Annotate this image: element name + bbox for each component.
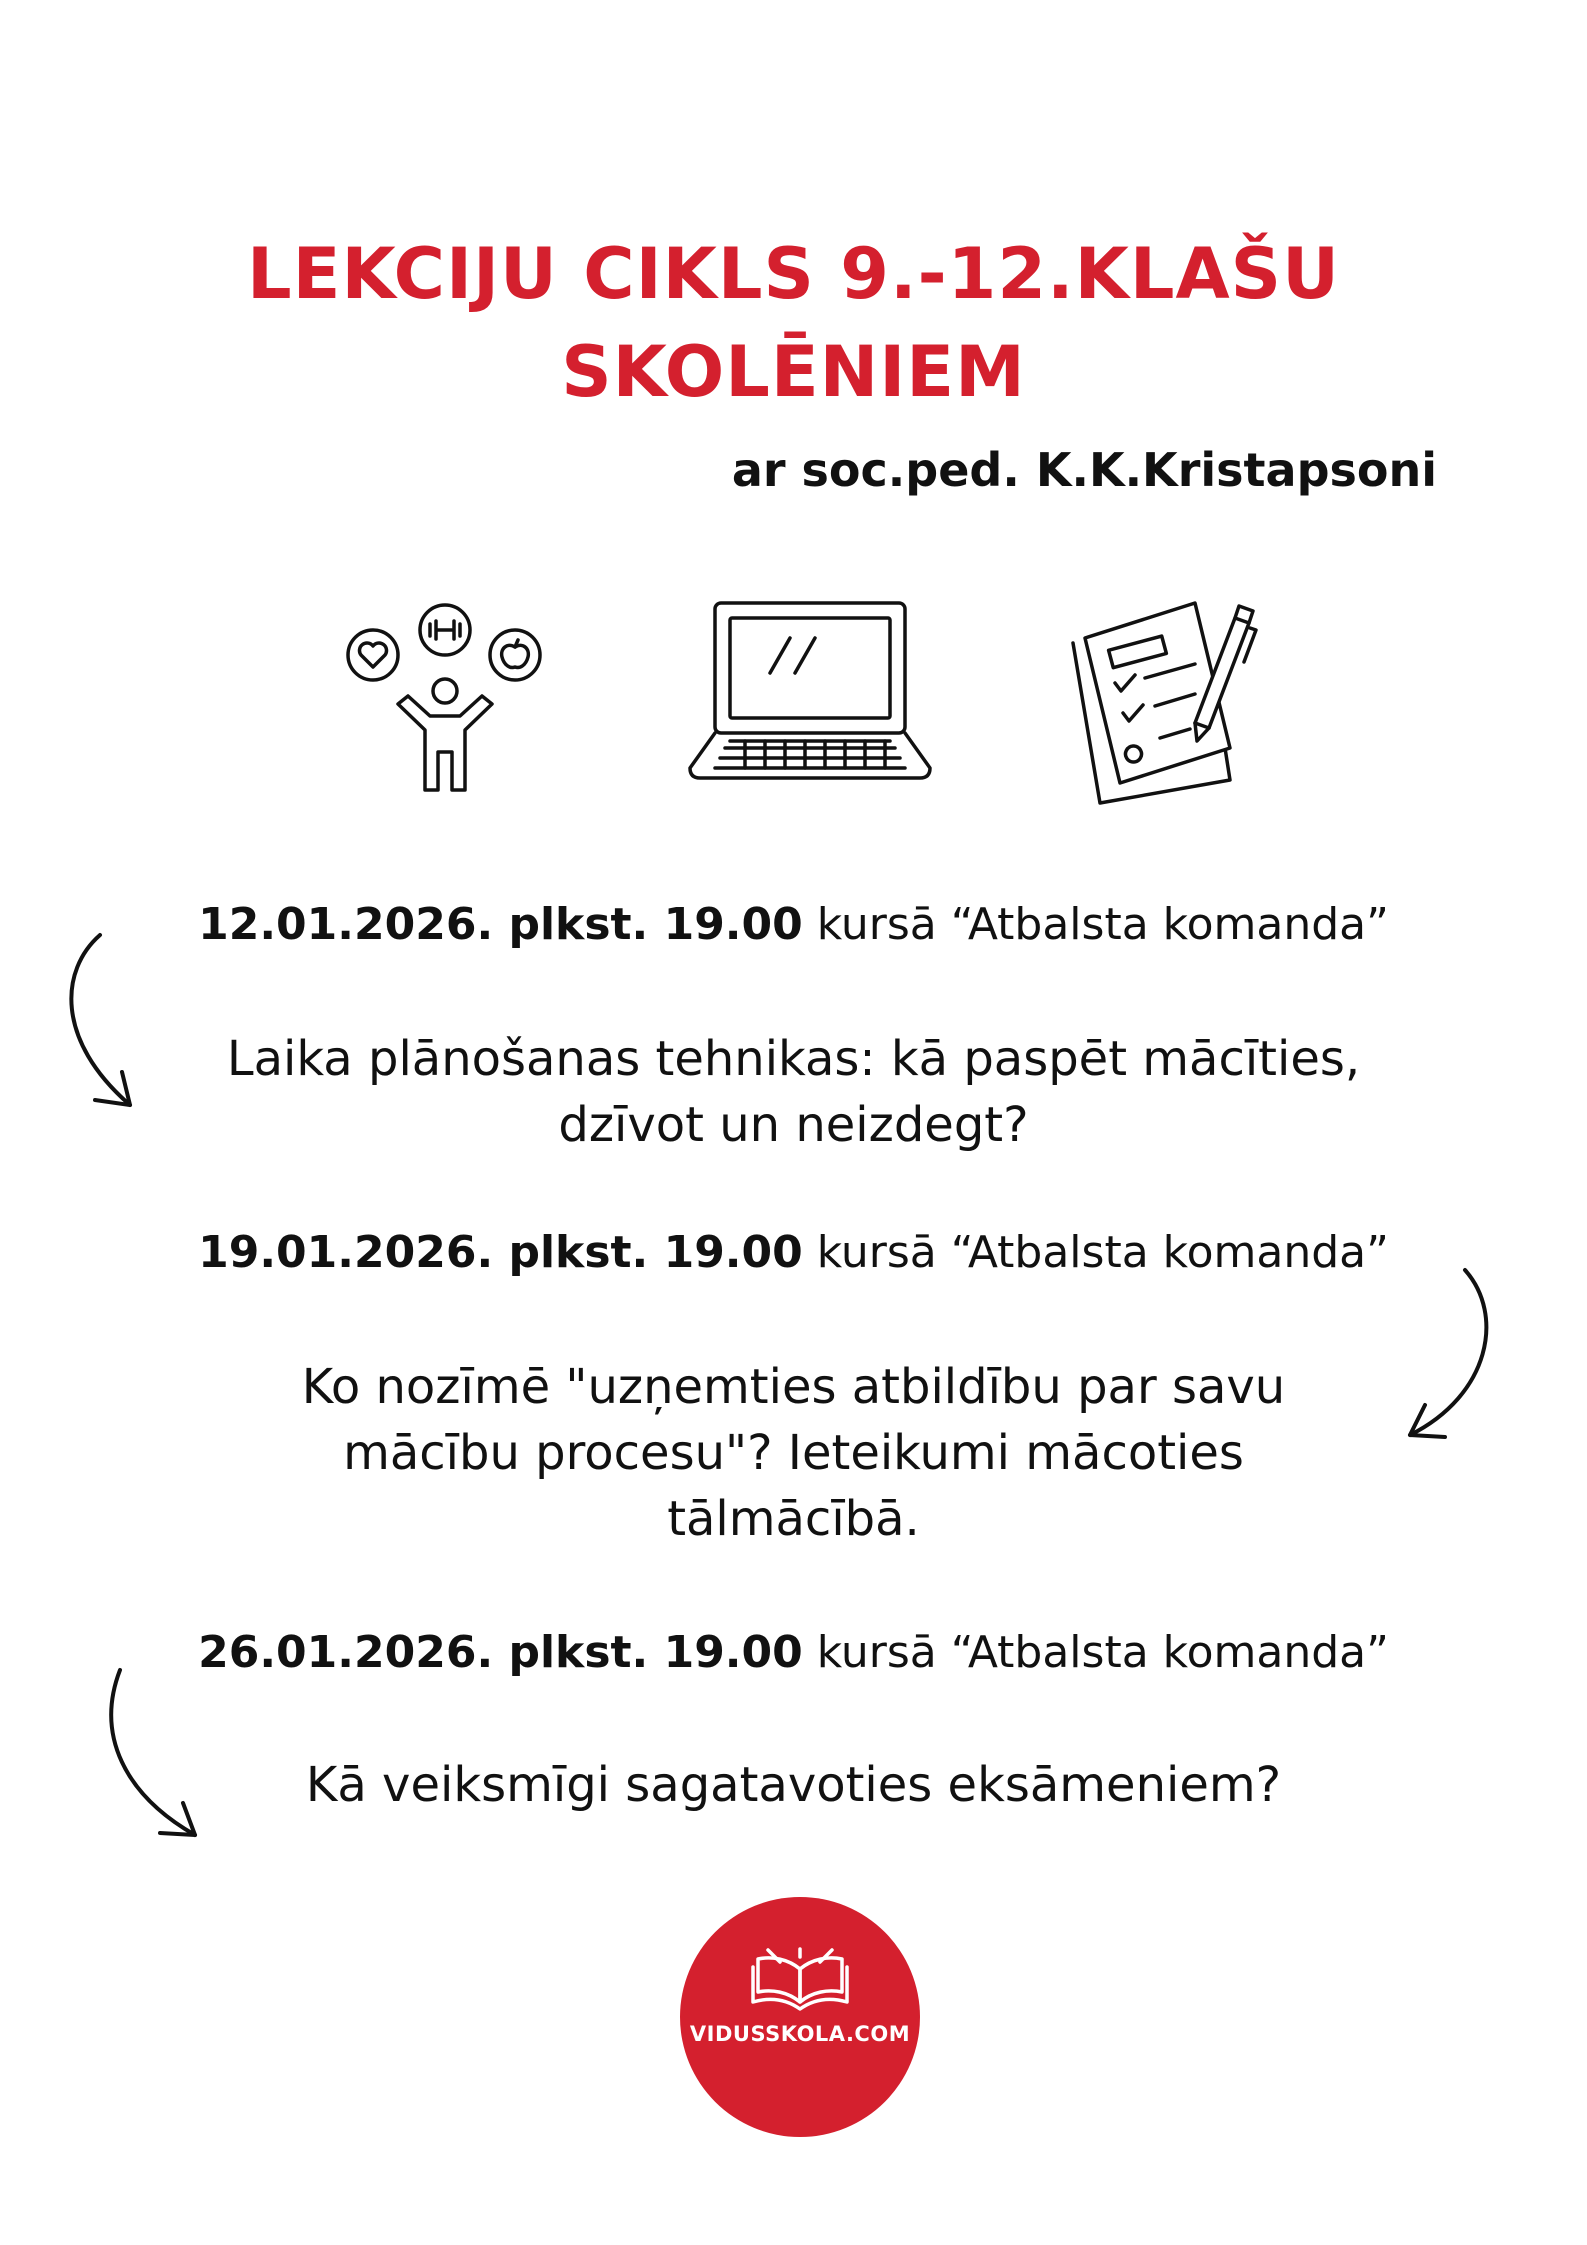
lecture-1-course: kursā “Atbalsta komanda” <box>802 899 1389 950</box>
logo-text: VIDUSSKOLA.COM <box>689 2022 911 2046</box>
lecture-3-course: kursā “Atbalsta komanda” <box>802 1627 1389 1678</box>
laptop-icon <box>685 598 935 788</box>
lecture-3-topic: Kā veiksmīgi sagatavoties eksāmeniem? <box>305 1757 1282 1813</box>
curved-arrow-icon <box>1395 1265 1505 1445</box>
lecture-2-header <box>0 1222 1587 1284</box>
lecture-2-date: 19.01.2026. plkst. 19.00 <box>198 1227 803 1278</box>
open-book-icon <box>750 1947 850 2012</box>
wellbeing-person-icon <box>340 600 570 800</box>
lecture-2-topic: Ko nozīmē "uzņemties atbildību par savu mācību procesu"? Ieteikumi mācoties tālmācībā. <box>301 1359 1286 1547</box>
lecture-1-header <box>0 894 1587 956</box>
subtitle: ar soc.ped. K.K.Kristapsoni <box>731 443 1437 497</box>
lecture-3-date: 26.01.2026. plkst. 19.00 <box>198 1627 803 1678</box>
lecture-1-date: 12.01.2026. plkst. 19.00 <box>198 899 803 950</box>
page-title <box>0 225 1587 421</box>
curved-arrow-icon <box>50 930 150 1120</box>
lecture-3-header <box>0 1622 1587 1684</box>
checklist-document-icon <box>1065 598 1275 808</box>
title-line-1: LEKCIJU CIKLS 9.-12.KLAŠU <box>247 233 1340 315</box>
vidusskola-logo[interactable] <box>680 1897 920 2137</box>
title-line-2: SKOLĒNIEM <box>561 331 1026 413</box>
lecture-2-course: kursā “Atbalsta komanda” <box>802 1227 1389 1278</box>
lecture-1-topic: Laika plānošanas tehnikas: kā paspēt mācīties, dzīvot un neizdegt? <box>226 1031 1361 1153</box>
